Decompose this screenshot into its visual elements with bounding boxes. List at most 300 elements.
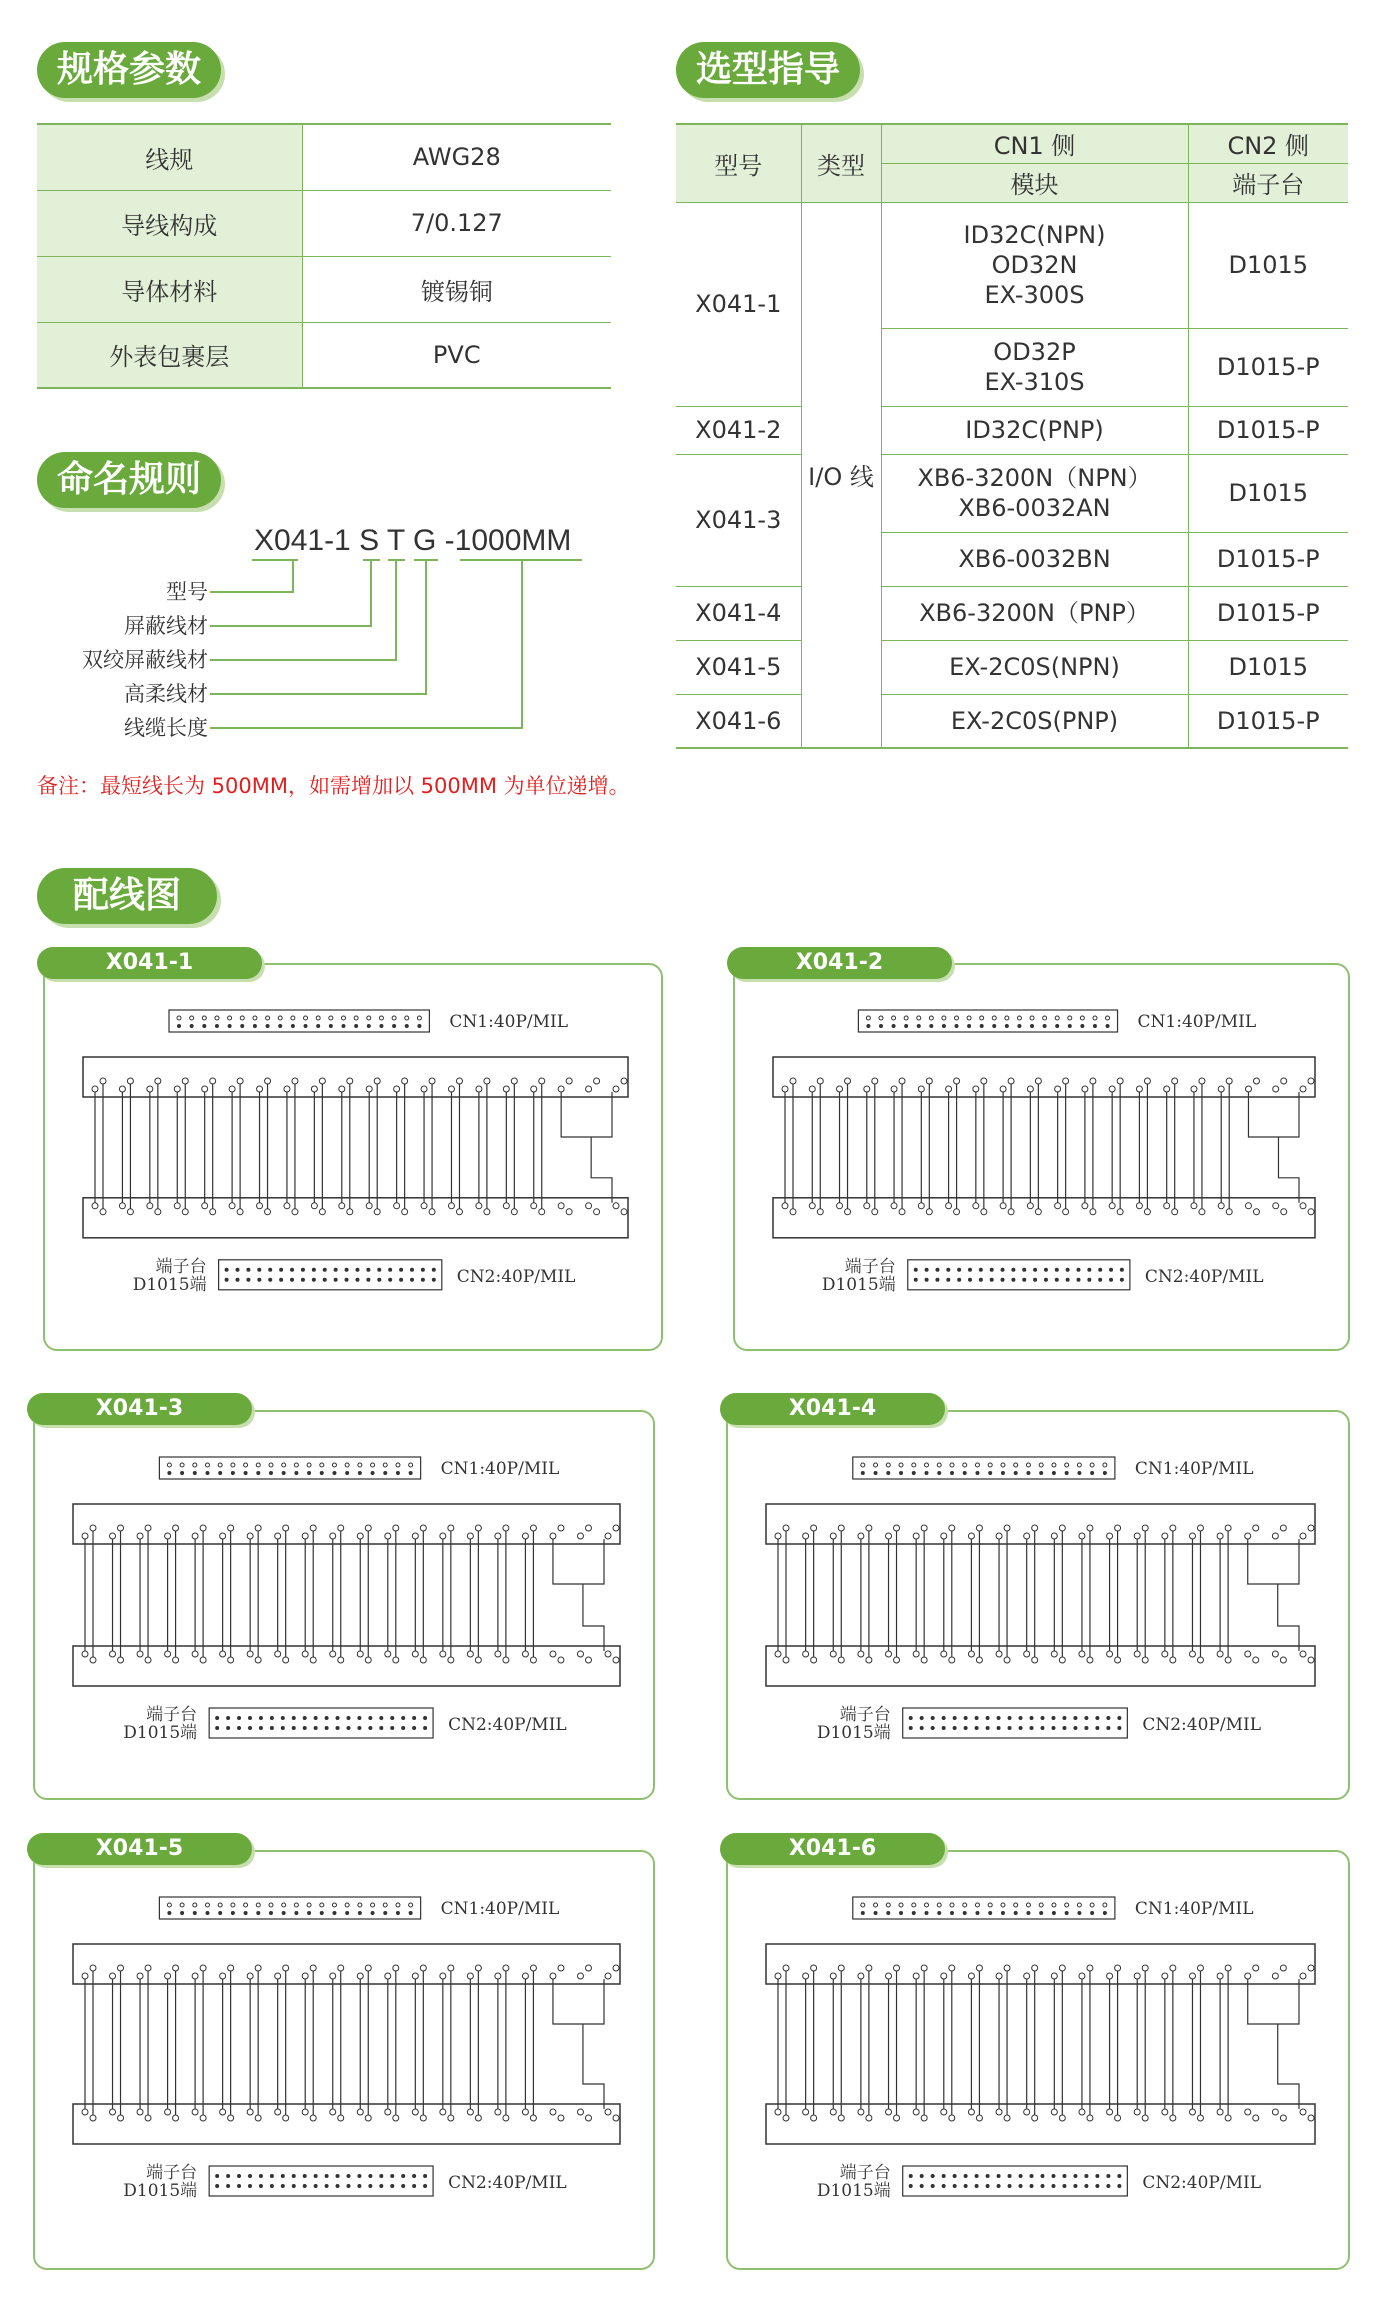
terminal-pin	[1280, 1965, 1286, 1971]
terminal-pin	[147, 1203, 153, 1209]
pin	[986, 1726, 990, 1730]
wiring-diagram	[728, 1852, 1352, 2272]
pin	[937, 1903, 941, 1907]
terminal-pin	[783, 1965, 789, 1971]
pin	[1062, 1716, 1066, 1720]
wiring-tab: X041-1	[37, 947, 262, 979]
terminal-pin	[495, 2109, 501, 2115]
terminal-label: 端子台	[146, 2163, 198, 2183]
pin	[950, 1471, 954, 1475]
pin	[1052, 1903, 1056, 1907]
pin	[1077, 1911, 1081, 1915]
pin	[1065, 1463, 1069, 1467]
terminal-pin	[495, 1973, 501, 1979]
pin	[1117, 1716, 1121, 1720]
terminal-pin	[247, 2109, 253, 2115]
terminal-pin	[1082, 1203, 1088, 1209]
terminal-pin	[811, 2115, 817, 2121]
pin	[1039, 1903, 1043, 1907]
pin	[1026, 1911, 1030, 1915]
pin	[899, 1471, 903, 1475]
select-cn1: XB6-3200N（PNP）	[881, 586, 1188, 640]
terminal-pin	[302, 2109, 308, 2115]
terminal-pin	[539, 1209, 545, 1215]
terminal-pin	[1107, 1973, 1113, 1979]
pin	[270, 2184, 274, 2188]
wiring-panel	[726, 1410, 1350, 1800]
terminal-pin	[1217, 2109, 1223, 2115]
terminal-pin	[830, 2109, 836, 2115]
pin	[396, 1471, 400, 1475]
terminal-pin	[1035, 1078, 1041, 1084]
pin	[1095, 2174, 1099, 2178]
terminal-pin	[1253, 1209, 1259, 1215]
pin	[392, 1024, 396, 1028]
terminal-pin	[165, 1973, 171, 1979]
pin	[383, 1463, 387, 1467]
terminal-pin	[247, 1973, 253, 1979]
pin	[1017, 1016, 1021, 1020]
terminal-pin	[100, 1209, 106, 1215]
pin	[866, 1024, 870, 1028]
terminal-pin	[1134, 1651, 1140, 1657]
terminal-pin	[365, 1965, 371, 1971]
terminal-pin	[110, 1533, 116, 1539]
terminal-pin	[511, 1209, 517, 1215]
terminal-pin	[284, 1203, 290, 1209]
pin	[320, 1911, 324, 1915]
pin	[409, 1903, 413, 1907]
select-cn2: D1015	[1188, 202, 1348, 328]
terminal-pin	[265, 1209, 271, 1215]
terminal-pin	[996, 1973, 1002, 1979]
terminal-pin	[1225, 1965, 1231, 1971]
pin	[874, 1911, 878, 1915]
bridge-wire	[561, 1092, 612, 1137]
terminal-pin	[229, 1203, 235, 1209]
pin	[190, 1016, 194, 1020]
terminal-pin	[412, 1533, 418, 1539]
pin	[909, 2184, 913, 2188]
pin	[294, 1463, 298, 1467]
pin	[1068, 1016, 1072, 1020]
spec-row	[37, 190, 611, 256]
pin	[912, 1911, 916, 1915]
terminal-pin	[283, 1657, 289, 1663]
terminal-pin	[1117, 1209, 1123, 1215]
top-terminal-bar	[73, 1944, 620, 1984]
terminal-pin	[229, 1086, 235, 1092]
terminal-pin	[1191, 1086, 1197, 1092]
pin	[1065, 1471, 1069, 1475]
pin	[226, 1726, 230, 1730]
terminal-pin	[202, 1086, 208, 1092]
terminal-pin	[119, 1203, 125, 1209]
spec-row	[37, 124, 611, 190]
pin	[390, 2174, 394, 2178]
terminal-pin	[1162, 1651, 1168, 1657]
pin	[1062, 2174, 1066, 2178]
terminal-pin	[1142, 1525, 1148, 1531]
terminal-pin	[1225, 1657, 1231, 1663]
terminal-pin	[539, 1078, 545, 1084]
terminal-pin	[1308, 1965, 1314, 1971]
terminal-pin	[981, 1209, 987, 1215]
spec-value: 镀锡铜	[302, 256, 611, 322]
terminal-pin	[1004, 2115, 1010, 2121]
pin	[1019, 1726, 1023, 1730]
terminal-pin	[1164, 1086, 1170, 1092]
terminal-pin	[385, 1651, 391, 1657]
terminal-pin	[237, 1078, 243, 1084]
terminal-pin	[366, 1086, 372, 1092]
pin	[1093, 1024, 1097, 1028]
terminal-pin	[968, 1651, 974, 1657]
pin	[341, 1024, 345, 1028]
pin	[874, 1471, 878, 1475]
terminal-pin	[558, 1203, 564, 1209]
pin	[256, 1471, 260, 1475]
terminal-pin	[522, 1651, 528, 1657]
pin	[325, 2174, 329, 2178]
pin	[957, 1278, 961, 1282]
pin	[366, 1278, 370, 1282]
terminal-pin	[566, 1209, 572, 1215]
pin	[909, 1716, 913, 1720]
pin	[942, 1024, 946, 1028]
terminal-pin	[891, 1203, 897, 1209]
pin	[1073, 1726, 1077, 1730]
pin	[240, 1016, 244, 1020]
pin	[997, 1726, 1001, 1730]
terminal-pin	[310, 1657, 316, 1663]
cn1-label: CN1:40P/MIL	[440, 1899, 560, 1919]
pin	[1030, 2174, 1034, 2178]
pin	[167, 1471, 171, 1475]
terminal-pin	[220, 1651, 226, 1657]
terminal-pin	[1170, 2115, 1176, 2121]
select-cn1: XB6-3200N（NPN） XB6-0032AN	[881, 454, 1188, 532]
pin	[405, 1016, 409, 1020]
terminal-pin	[1245, 1651, 1251, 1657]
pin	[236, 1268, 240, 1272]
terminal-pin	[110, 1973, 116, 1979]
terminal-pin	[996, 2109, 1002, 2115]
terminal-pin	[311, 1203, 317, 1209]
pin	[990, 1268, 994, 1272]
terminal-pin	[894, 1657, 900, 1663]
terminal-pin	[1226, 1078, 1232, 1084]
terminal-pin	[1024, 1533, 1030, 1539]
terminal-pin	[605, 1973, 611, 1979]
terminal-pin	[1172, 1209, 1178, 1215]
terminal-pin	[1055, 1086, 1061, 1092]
pin	[925, 1471, 929, 1475]
wiring-diagram	[735, 965, 1352, 1353]
terminal-pin	[1272, 1973, 1278, 1979]
spec-key: 外表包裹层	[37, 322, 302, 388]
terminal-pin	[1115, 1657, 1121, 1663]
cn1-label: CN1:40P/MIL	[1134, 1899, 1254, 1919]
terminal-pin	[319, 1078, 325, 1084]
pin	[379, 1726, 383, 1730]
terminal-pin	[1245, 2109, 1251, 2115]
pin	[1095, 2184, 1099, 2188]
pin	[1103, 1903, 1107, 1907]
spec-key: 线规	[37, 124, 302, 190]
pin	[879, 1024, 883, 1028]
terminal-pin	[1024, 1973, 1030, 1979]
terminal-pin	[1134, 1533, 1140, 1539]
terminal-pin	[385, 2109, 391, 2115]
terminal-pin	[237, 1209, 243, 1215]
pin	[256, 1903, 260, 1907]
pin	[1076, 1278, 1080, 1282]
pin	[1014, 1903, 1018, 1907]
pin	[942, 1726, 946, 1730]
terminal-label: 端子台	[839, 1705, 891, 1725]
pin	[1022, 1278, 1026, 1282]
terminal-pin	[127, 1078, 133, 1084]
terminal-pin	[872, 1209, 878, 1215]
bridge-wire	[1278, 1137, 1299, 1203]
pin	[202, 1024, 206, 1028]
pin	[294, 1911, 298, 1915]
terminal-pin	[913, 1651, 919, 1657]
terminal-pin	[440, 2109, 446, 2115]
terminal-pin	[775, 1533, 781, 1539]
pin	[336, 1716, 340, 1720]
terminal-pin	[1024, 1651, 1030, 1657]
naming-label: 屏蔽线材	[124, 614, 208, 638]
terminal-pin	[522, 1973, 528, 1979]
pin	[1090, 1471, 1094, 1475]
terminal-pin	[1000, 1086, 1006, 1092]
bridge-wire	[583, 2024, 604, 2109]
pin	[225, 1278, 229, 1282]
pin	[1066, 1268, 1070, 1272]
terminal-pin	[1024, 2109, 1030, 2115]
pin	[946, 1268, 950, 1272]
pin	[226, 2184, 230, 2188]
pin	[1044, 1278, 1048, 1282]
pin	[383, 1471, 387, 1475]
pin	[423, 2184, 427, 2188]
terminal-pin	[1051, 1533, 1057, 1539]
terminal-pin	[1245, 1973, 1251, 1979]
terminal-pin	[210, 1078, 216, 1084]
bridge-wire	[1248, 1979, 1299, 2024]
pin	[1040, 2184, 1044, 2188]
pin	[355, 1278, 359, 1282]
select-row	[676, 406, 1348, 454]
pin	[1044, 1268, 1048, 1272]
terminal-pin	[220, 1973, 226, 1979]
terminal-pin	[182, 1209, 188, 1215]
pin	[357, 1716, 361, 1720]
terminal-pin	[257, 1203, 263, 1209]
terminal-pin	[429, 1209, 435, 1215]
select-model: X041-2	[676, 406, 801, 454]
pin	[1062, 2184, 1066, 2188]
pin	[180, 1903, 184, 1907]
terminal-pin	[1107, 1533, 1113, 1539]
pin	[205, 1911, 209, 1915]
pin	[354, 1016, 358, 1020]
pin	[256, 1911, 260, 1915]
terminal-pin	[918, 1203, 924, 1209]
pin	[193, 1463, 197, 1467]
pin	[1040, 1716, 1044, 1720]
terminal-pin	[838, 2115, 844, 2121]
terminal-pin	[1115, 1525, 1121, 1531]
terminal-pin	[531, 1086, 537, 1092]
pin	[193, 1471, 197, 1475]
select-model: X041-3	[676, 454, 801, 586]
terminal-pin	[330, 1651, 336, 1657]
pin	[988, 1463, 992, 1467]
pin	[193, 1911, 197, 1915]
pin	[963, 1471, 967, 1475]
terminal-pin	[894, 2115, 900, 2121]
terminal-pin	[1308, 1078, 1314, 1084]
pin	[358, 1471, 362, 1475]
pin	[904, 1016, 908, 1020]
terminal-pin	[1253, 2115, 1259, 2121]
pin	[1095, 1726, 1099, 1730]
terminal-pin	[302, 1651, 308, 1657]
pin	[377, 1278, 381, 1282]
terminal-pin	[429, 1078, 435, 1084]
pin	[935, 1278, 939, 1282]
terminal-pin	[1162, 1973, 1168, 1979]
pin	[409, 1911, 413, 1915]
cn2-label: CN2:40P/MIL	[448, 2173, 567, 2193]
pin	[423, 1716, 427, 1720]
terminal-pin	[837, 1086, 843, 1092]
terminal-pin	[440, 1533, 446, 1539]
terminal-pin	[1008, 1078, 1014, 1084]
pin	[396, 1911, 400, 1915]
pin	[1040, 2174, 1044, 2178]
pin	[294, 1471, 298, 1475]
pin	[1026, 1471, 1030, 1475]
terminal-pin	[228, 2115, 234, 2121]
terminal-pin	[1090, 1209, 1096, 1215]
terminal-pin	[200, 2115, 206, 2121]
terminal-pin	[1136, 1203, 1142, 1209]
terminal-pin	[530, 2115, 536, 2121]
terminal-pin	[365, 1525, 371, 1531]
pin	[1095, 1716, 1099, 1720]
terminal-pin	[1300, 1203, 1306, 1209]
pin	[931, 2184, 935, 2188]
selection-table	[676, 123, 1348, 749]
naming-label: 双绞屏蔽线材	[82, 648, 208, 672]
pin	[244, 1911, 248, 1915]
pin	[980, 1024, 984, 1028]
terminal-pin	[1142, 2115, 1148, 2121]
terminal-pin	[365, 2115, 371, 2121]
pin	[1087, 1278, 1091, 1282]
pin	[346, 2174, 350, 2178]
pin	[980, 1016, 984, 1020]
pin	[314, 2174, 318, 2178]
pin	[401, 1726, 405, 1730]
pin	[942, 1016, 946, 1020]
terminal-pin	[558, 1086, 564, 1092]
cn2-connector	[209, 1708, 433, 1738]
pin	[205, 1463, 209, 1467]
terminal-pin	[421, 1203, 427, 1209]
terminal-pin	[577, 1533, 583, 1539]
terminal-pin	[228, 1965, 234, 1971]
terminal-pin	[817, 1209, 823, 1215]
terminal-pin	[1004, 1657, 1010, 1663]
terminal-pin	[976, 1965, 982, 1971]
pin	[1011, 1278, 1015, 1282]
terminal-pin	[921, 1965, 927, 1971]
terminal-pin	[894, 1525, 900, 1531]
pin	[231, 1903, 235, 1907]
pin	[988, 1903, 992, 1907]
wiring-diagram	[45, 965, 665, 1353]
select-cn1: ID32C(PNP)	[881, 406, 1188, 454]
terminal-pin	[475, 1657, 481, 1663]
terminal-pin	[357, 1973, 363, 1979]
pin	[925, 1278, 929, 1282]
pin	[997, 2184, 1001, 2188]
pin	[1051, 2174, 1055, 2178]
terminal-pin	[1032, 1657, 1038, 1663]
terminal-pin	[775, 1651, 781, 1657]
pin	[290, 1268, 294, 1272]
terminal-pin	[790, 1209, 796, 1215]
terminal-pin	[165, 1651, 171, 1657]
pin	[1055, 1024, 1059, 1028]
terminal-pin	[110, 1651, 116, 1657]
pin	[955, 1024, 959, 1028]
pin	[1019, 2184, 1023, 2188]
pin	[1055, 1016, 1059, 1020]
pin	[379, 1716, 383, 1720]
pin	[399, 1268, 403, 1272]
pin	[968, 1268, 972, 1272]
terminal-pin	[1144, 1209, 1150, 1215]
top-terminal-bar	[766, 1504, 1315, 1544]
pin	[345, 1278, 349, 1282]
terminal-pin	[1079, 1533, 1085, 1539]
pin	[282, 1903, 286, 1907]
pin	[917, 1024, 921, 1028]
terminal-pin	[1107, 1651, 1113, 1657]
bridge-wire	[591, 1137, 612, 1203]
terminal-pin	[1087, 1657, 1093, 1663]
pin	[218, 1463, 222, 1467]
terminal-pin	[310, 2115, 316, 2121]
pin	[874, 1903, 878, 1907]
terminal-pin	[1308, 2115, 1314, 2121]
terminal-pin	[475, 2115, 481, 2121]
pin	[1065, 1911, 1069, 1915]
terminal-pin	[90, 2115, 96, 2121]
terminal-pin	[1109, 1086, 1115, 1092]
terminal-pin	[886, 1651, 892, 1657]
bridge-wire	[583, 1584, 604, 1651]
select-cn2: D1015-P	[1188, 406, 1348, 454]
pin	[291, 1024, 295, 1028]
pin	[886, 1911, 890, 1915]
